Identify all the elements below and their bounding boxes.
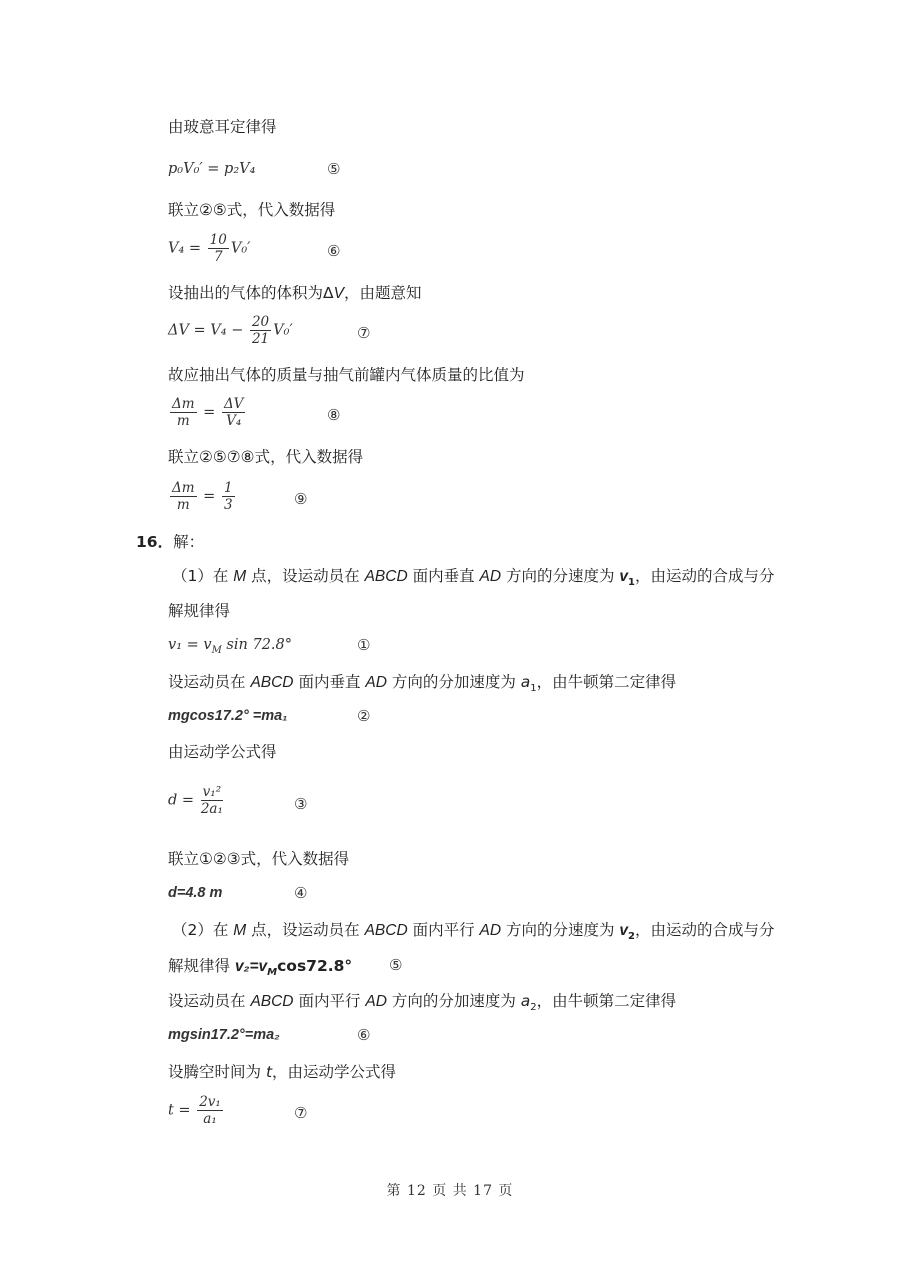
text-part1-accel: 设运动员在 ABCD 面内垂直 AD 方向的分加速度为 $a_1$，由牛顿第二定律得: [168, 673, 677, 695]
equation-8: $\frac{\Delta m}{m}$ = $\frac{\Delta V}{\text{V₄}}$: [172, 396, 244, 429]
equation-6: [168, 232, 250, 265]
circled-number-3: ③: [294, 795, 308, 813]
eq6-lhs: V₄ =: [168, 240, 202, 257]
text-part2-cont: 解规律得 $v_2=v_M\cos 72.8^\circ$: [168, 957, 353, 979]
circled-number-5: ⑤: [327, 160, 341, 178]
equation-5: p₀V₀′ = p₂V₄: [168, 161, 256, 177]
circled-number-9: ⑨: [294, 490, 308, 508]
equation-s1: $v_1 = v_M$ sin 72.8°: [168, 637, 292, 656]
page-footer: 第 12 页 共 17 页: [386, 1183, 514, 1199]
text-kinematics: 由运动学公式得: [168, 743, 277, 761]
text-part1-cont: 解规律得: [168, 602, 231, 620]
equation-s3: d = $\frac{\text{v₁²}}{\text{2a₁}}$: [168, 784, 223, 817]
circled-number-2: ②: [357, 707, 371, 725]
text-airtime: 设腾空时间为 t，由运动学公式得: [168, 1063, 397, 1081]
text-mass-ratio: 故应抽出气体的质量与抽气前罐内气体质量的比值为: [168, 366, 525, 384]
circled-number-6b: ⑥: [357, 1026, 371, 1044]
text-boyle-law: 由玻意耳定律得: [168, 118, 277, 136]
circled-number-8: ⑧: [327, 406, 341, 424]
text-part2-accel: 设运动员在 ABCD 面内平行 AD 方向的分加速度为 $a_2$，由牛顿第二定律得: [168, 992, 677, 1014]
eq7-lhs: ΔV = V₄ −: [168, 322, 244, 339]
equation-7: [168, 314, 293, 347]
text-part2-intro: （2）在 M 点，设运动员在 ABCD 面内平行 AD 方向的分速度为 $v_2$，由运动的合成与分: [172, 921, 775, 943]
text-combine-2-5: 联立②⑤式，代入数据得: [168, 201, 336, 219]
eq7-fraction: $\frac{20}{21}$: [251, 314, 270, 347]
eq6-fraction: $\frac{10}{7}$: [209, 232, 227, 265]
circled-number-6: ⑥: [327, 242, 341, 260]
text-combine-123: 联立①②③式，代入数据得: [168, 850, 350, 868]
eq7-rhs: V₀′: [273, 322, 293, 339]
equation-s4: d=4.8 m: [168, 885, 223, 901]
eq6-rhs: V₀′: [230, 240, 251, 257]
equation-s6: mgsin17.2°=ma₂: [168, 1027, 280, 1043]
question-number: 16．解：: [136, 533, 205, 551]
circled-number-7b: ⑦: [294, 1104, 308, 1122]
equation-s2: mgcos17.2° =ma₁: [168, 708, 288, 724]
equation-s7: t = $\frac{\text{2v₁}}{\text{a₁}}$: [168, 1094, 221, 1127]
text-extracted-volume: 设抽出的气体的体积为ΔV，由题意知: [168, 284, 422, 302]
circled-number-1: ①: [357, 636, 371, 654]
circled-number-7: ⑦: [357, 324, 371, 342]
text-part1-intro: （1）在 M 点，设运动员在 ABCD 面内垂直 AD 方向的分速度为 $v_1$，由运动的合成与分: [172, 567, 775, 589]
circled-number-5b: ⑤: [389, 956, 403, 974]
equation-9: $\frac{\Delta m}{m}$ = $\frac{1}{3}$: [172, 480, 233, 513]
text-combine-2578: 联立②⑤⑦⑧式，代入数据得: [168, 448, 364, 466]
circled-number-4: ④: [294, 884, 308, 902]
